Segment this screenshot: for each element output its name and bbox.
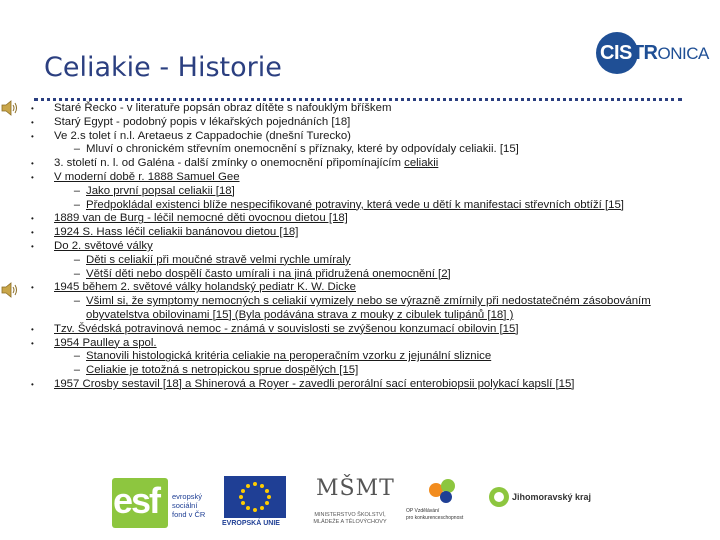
bullet-icon: • xyxy=(31,228,34,238)
bullet-icon: • xyxy=(31,324,34,334)
kraj-emblem-icon xyxy=(488,486,510,508)
item-text: Staré Řecko - v literatuře popsán obraz dítěte s nafouklým bříškem xyxy=(54,102,392,114)
op-text: OP Vzdělávání pro konkurenceschopnost xyxy=(406,508,464,521)
item-link[interactable]: Větší děti nebo dospělí často umírali i na jiná přidružená onemocnění [2] xyxy=(86,267,451,280)
item-link[interactable]: Celiakie je totožná s netropickou sprue dospělých [15] xyxy=(86,364,359,377)
list-item xyxy=(26,378,706,392)
item-text: Starý Egypt - podobný popis v lékařských pojednáních [18] xyxy=(54,115,351,128)
item-link[interactable]: V moderní době r. 1888 Samuel Gee xyxy=(54,170,240,183)
msmt-text: MINISTERSTVO ŠKOLSTVÍ, MLÁDEŽE A TĚLOVÝCHOVY xyxy=(313,512,387,525)
jihomoravsky-kraj-logo xyxy=(486,474,600,532)
list-item xyxy=(26,323,706,337)
logo-part-3: ONICA xyxy=(657,44,709,63)
list-subitem: – Stanovili histologická kritéria celiakie na peroperačním vzorku z jejunální sliznice xyxy=(26,350,706,364)
list-item xyxy=(26,116,706,130)
esf-text: evropský sociální fond v ČR xyxy=(172,492,206,519)
item-text: Ve 2.s tolet í n.l. Aretaeus z Cappadochie (dnešní Turecko) xyxy=(54,129,351,142)
item-link[interactable]: 1924 S. Hass léčil celiakii banánovou dietou [18] xyxy=(54,226,299,239)
bullet-icon: • xyxy=(31,117,34,127)
logo-part-1: CIS xyxy=(600,42,632,64)
bullet-icon: • xyxy=(31,338,34,348)
list-item xyxy=(26,130,706,144)
item-link[interactable]: 1957 Crosby sestavil [18] a Shinerová a Royer - zavedli perorální sací enterobiopsii polykací kapslí [15] xyxy=(54,377,575,390)
title-divider xyxy=(34,98,682,101)
op-logo xyxy=(406,474,482,532)
eu-label: EVROPSKÁ UNIE xyxy=(222,520,280,527)
list-subitem: – Jako první popsal celiakii [18] xyxy=(26,185,706,199)
list-subitem: – Celiakie je totožná s netropickou sprue dospělých [15] xyxy=(26,364,706,378)
speaker-icon[interactable] xyxy=(0,281,18,299)
item-link[interactable]: 1945 během 2. světové války holandský pediatr K. W. Dicke xyxy=(54,281,357,294)
logo-text xyxy=(600,42,709,65)
bullet-icon: • xyxy=(31,172,34,182)
eu-logo xyxy=(220,474,292,532)
item-link[interactable]: Všiml si, že symptomy nemocných s celiakií vymizely nebo se výrazně zmírnily při nedostatečném zásobováním obyvatelstva obilovinami [15] (Byla podávána strava z mouky z cibulek tulipánů [18] ) xyxy=(86,295,651,321)
list-item xyxy=(26,102,706,116)
item-link[interactable]: Předpokládal existenci blíže nespecifikované potraviny, která vede u dětí k manifestaci střevních obtíží [15] xyxy=(86,198,624,211)
item-text: Mluví o chronickém střevním onemocnění s příznaky, které by odpovídaly celiakii. [15] xyxy=(86,143,519,156)
sponsor-logos xyxy=(110,474,600,534)
list-item xyxy=(26,281,706,295)
msmt-letters: MŠMT xyxy=(316,476,395,501)
logo-part-2: TR xyxy=(631,42,658,64)
item-link[interactable]: Tzv. Švédská potravinová nemoc - známá v souvislosti se zvýšenou konzumací obilovin [15] xyxy=(54,322,519,335)
celiakii-link[interactable]: celiakii xyxy=(404,157,439,170)
item-text: 3. století n. l. od Galéna - další zmínky o onemocnění připomínajícím celiakii xyxy=(54,157,439,170)
item-link[interactable]: Do 2. světové války xyxy=(54,239,153,252)
op-emblem-icon xyxy=(426,476,460,506)
list-item xyxy=(26,226,706,240)
bullet-icon: • xyxy=(31,241,34,251)
esf-logo xyxy=(110,474,216,532)
list-item xyxy=(26,212,706,226)
kraj-label: Jihomoravský kraj xyxy=(512,492,592,502)
item-link[interactable]: Jako první popsal celiakii [18] xyxy=(86,184,235,197)
bullet-icon: • xyxy=(31,214,34,224)
list-item xyxy=(26,157,706,171)
bullet-icon: • xyxy=(31,159,34,169)
bullet-icon: • xyxy=(31,379,34,389)
list-item xyxy=(26,240,706,254)
item-link[interactable]: 1889 van de Burg - léčil nemocné děti ovocnou dietou [18] xyxy=(54,212,348,225)
cistronica-logo xyxy=(594,28,709,78)
bullet-icon: • xyxy=(31,104,34,113)
bullet-icon: • xyxy=(31,283,34,293)
list-subitem: – Všiml si, že symptomy nemocných s celiakií vymizely nebo se výrazně zmírnily při nedostatečném zásobováním obyvatelstva obilovinami [15] (Byla podávána strava z mouky z cibulek tulipánů [18] ) xyxy=(26,295,706,323)
item-link[interactable]: Stanovili histologická kritéria celiakie na peroperačním vzorku z jejunální sliznice xyxy=(86,350,492,363)
list-subitem: – Větší děti nebo dospělí často umírali i na jiná přidružená onemocnění [2] xyxy=(26,268,706,282)
bullet-list xyxy=(26,102,706,392)
speaker-icon[interactable] xyxy=(0,99,18,117)
bullet-icon: • xyxy=(31,131,34,141)
eu-flag-icon xyxy=(224,476,286,518)
slide-title: Celiakie - Historie xyxy=(44,52,282,83)
list-subitem: – Děti s celiakií při moučné stravě velmi rychle umíraly xyxy=(26,254,706,268)
list-subitem: – Mluví o chronickém střevním onemocnění s příznaky, které by odpovídaly celiakii. [15] xyxy=(26,143,706,157)
list-item xyxy=(26,171,706,185)
item-link[interactable]: 1954 Paulley a spol. xyxy=(54,336,157,349)
esf-letters: esf xyxy=(113,480,160,521)
list-subitem: – Předpokládal existenci blíže nespecifikované potraviny, která vede u dětí k manifestaci střevních obtíží [15] xyxy=(26,199,706,213)
msmt-logo xyxy=(302,474,402,532)
item-link[interactable]: Děti s celiakií při moučné stravě velmi rychle umíraly xyxy=(86,253,351,266)
list-item xyxy=(26,337,706,351)
